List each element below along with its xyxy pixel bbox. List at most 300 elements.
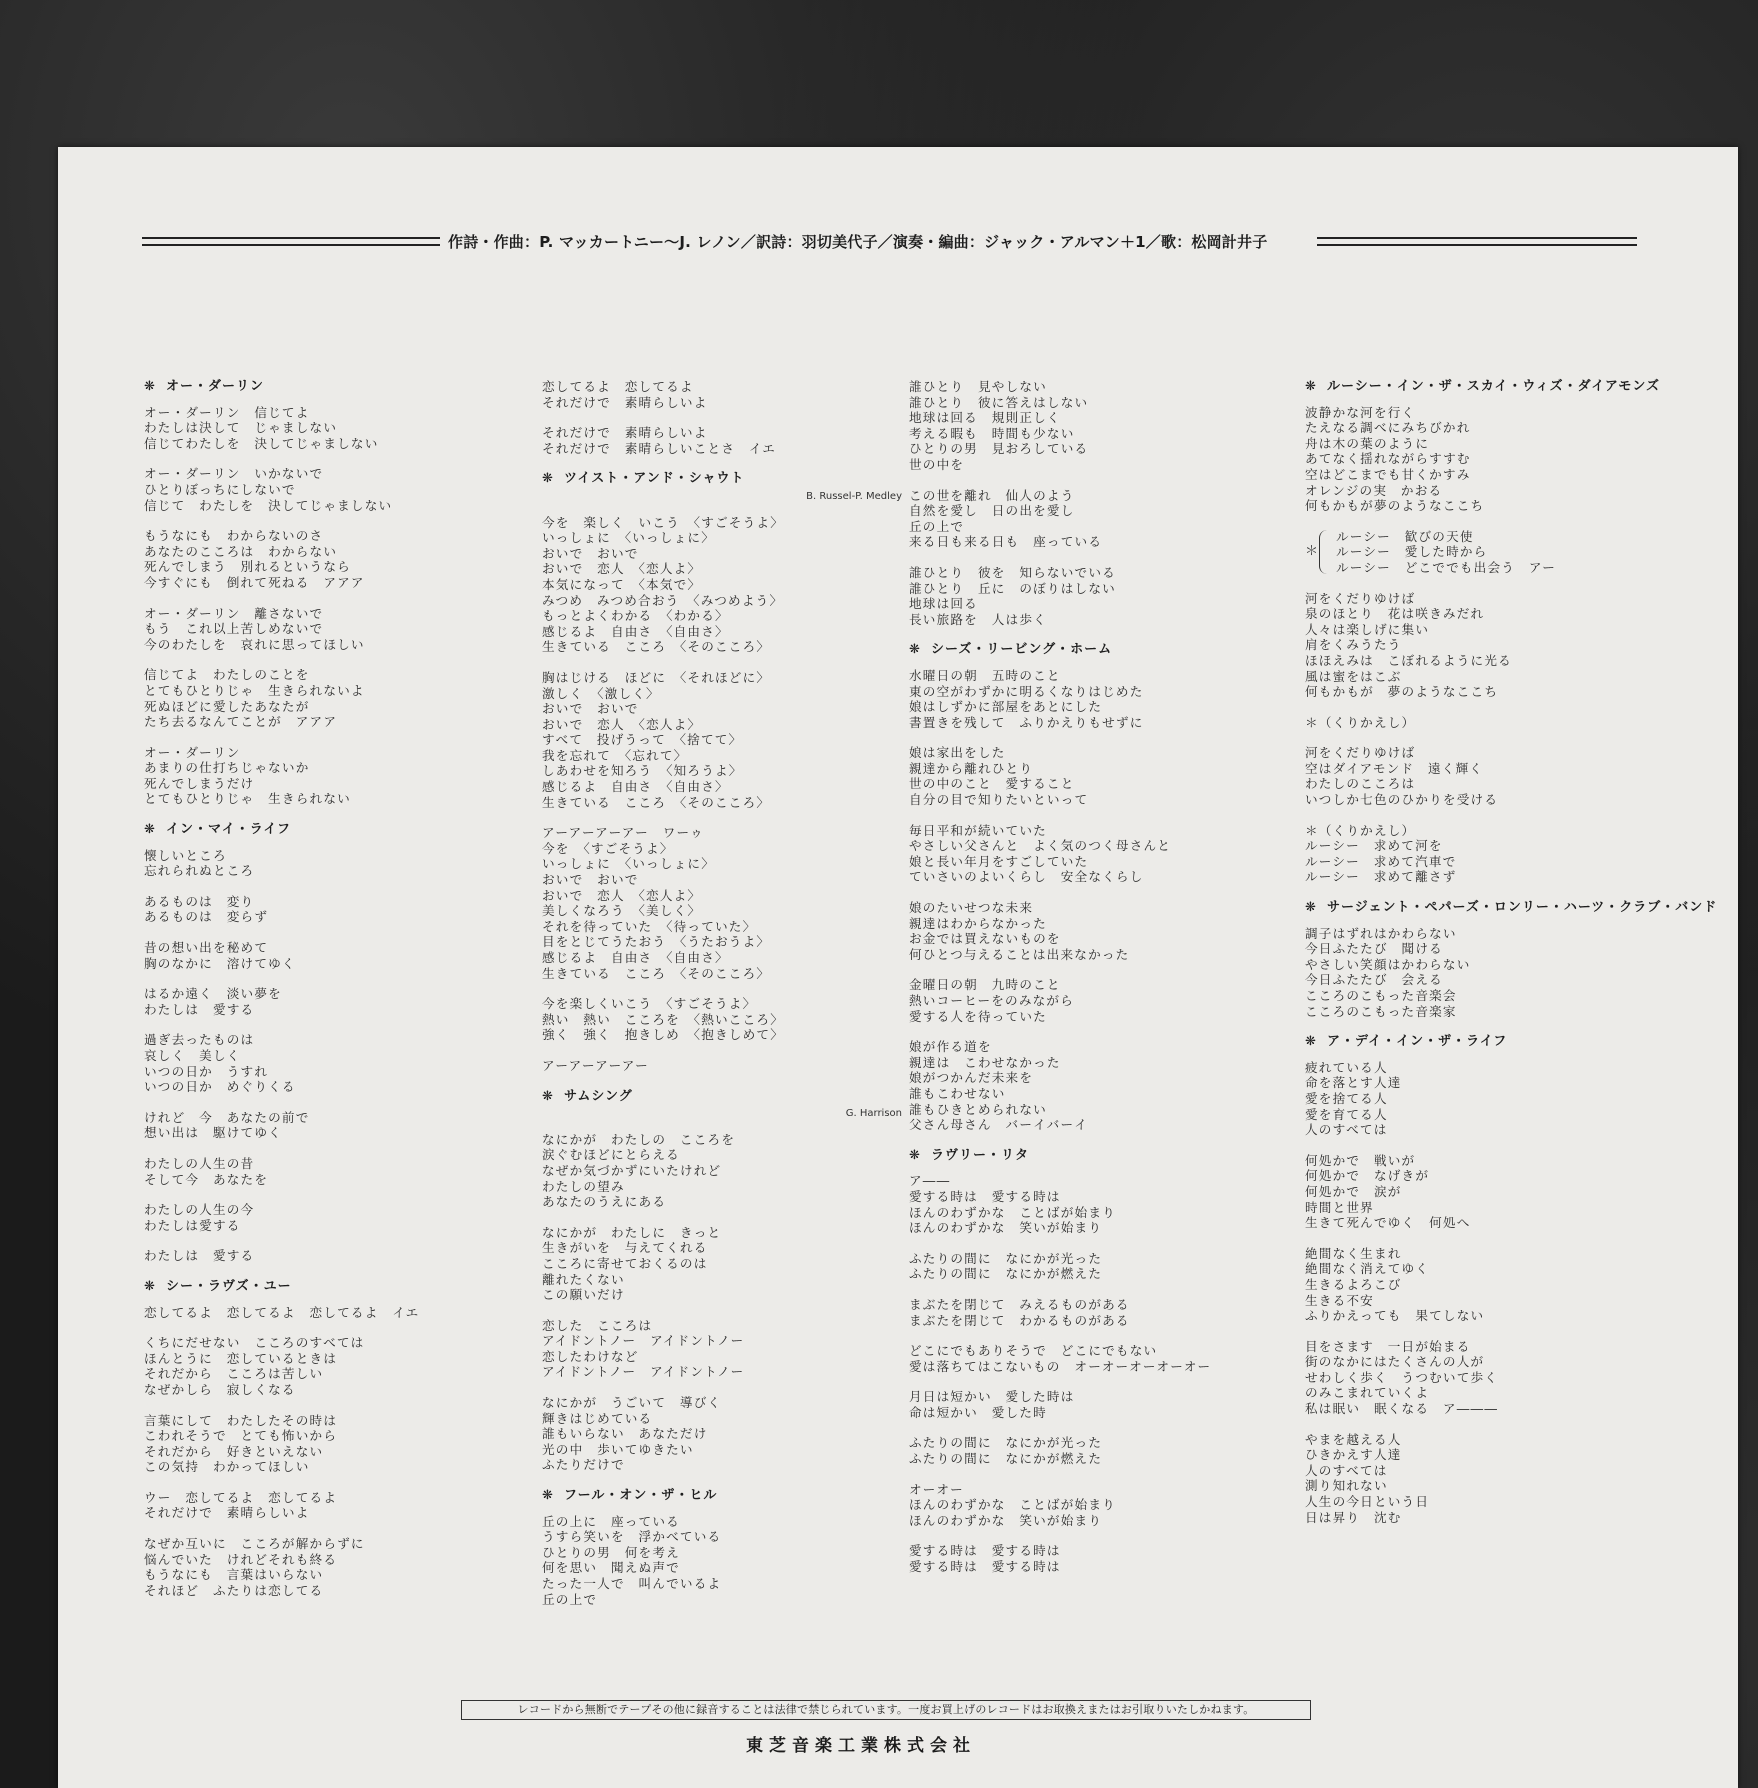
lyric-line: 今日ふたたび 聞ける (1305, 941, 1443, 957)
lyric-line: しあわせを知ろう 〈知ろうよ〉 (542, 763, 743, 779)
lyric-line: 命は短かい 愛した時 (909, 1404, 1047, 1420)
lyric-stanza (1305, 1432, 1675, 1526)
lyric-line: 絶間なく生まれ (1305, 1245, 1402, 1261)
lyric-line: わたしの人生の昔 (144, 1155, 255, 1171)
lyric-stanza (144, 894, 514, 925)
lyric-line: いつの日か うすれ (144, 1063, 269, 1079)
lyric-line: 誰ひとり 見やしない (909, 379, 1047, 394)
lyric-stanza (542, 996, 912, 1043)
lyric-stanza (144, 606, 514, 653)
lyric-line: オー・ダーリン 信じてよ (144, 404, 310, 420)
lyric-line: 何を思い 聞えぬ声で (542, 1560, 680, 1576)
lyric-line: 想い出は 駆けてゆく (144, 1125, 282, 1141)
lyric-line: 愛する時は 愛する時は (909, 1543, 1061, 1559)
song-title (542, 471, 912, 487)
lyric-line: 疲れている人 (1305, 1059, 1388, 1075)
lyric-line: アーアーアーアー ワーゥ (542, 825, 704, 841)
lyric-line: 目をさます 一日が始まる (1305, 1338, 1471, 1354)
lyric-line: ルーシー 愛した時から (1336, 544, 1488, 560)
song-title-text: シー・ラヴズ・ユー (166, 1278, 292, 1294)
lyric-line: 死んでしまうだけ (144, 775, 255, 791)
lyric-line: 誰もひきとめられない (909, 1101, 1047, 1117)
lyric-line: 考える暇も 時間も少ない (909, 425, 1075, 441)
lyric-line: おいで おいで (542, 872, 639, 888)
title-mark-icon: ❋ (1305, 1034, 1317, 1050)
song-block (542, 1488, 912, 1607)
lyric-stanza (1305, 745, 1675, 807)
lyric-line: ふたりの間に なにかが光った (909, 1250, 1103, 1266)
lyric-stanza (909, 1543, 1279, 1574)
lyric-line: 世の中を (909, 456, 965, 472)
lyric-line: 激しく 〈激しく〉 (542, 685, 660, 701)
lyric-line: ほほえみは こぼれるように光る (1305, 652, 1512, 668)
lyric-line: 空はどこまでも甘くかすみ (1305, 466, 1471, 482)
lyric-stanza (909, 565, 1279, 627)
lyric-line: わたしの人生の今 (144, 1202, 255, 1218)
lyric-line: 忘れられぬところ (144, 863, 255, 879)
lyric-line: 熱い 熱い こころを 〈熱いこころ〉 (542, 1011, 784, 1027)
lyric-stanza (542, 1318, 912, 1380)
lyric-stanza (144, 1335, 514, 1397)
lyric-stanza (144, 940, 514, 971)
song-block (909, 1148, 1279, 1575)
song-block (542, 379, 912, 456)
lyric-line: 感じるよ 自由さ 〈自由さ〉 (542, 623, 729, 639)
lyric-stanza (144, 986, 514, 1017)
lyric-line: それだけで 素晴らしいよ (542, 394, 708, 410)
lyric-line: 胸はじける ほどに 〈それほどに〉 (542, 669, 771, 685)
song-block (144, 379, 514, 807)
lyric-line: 娘がつかんだ未来を (909, 1070, 1034, 1086)
lyric-stanza (144, 1202, 514, 1233)
lyric-line: アーアーアーアー (542, 1057, 649, 1073)
lyric-line: なにかが うごいて 導びく (542, 1395, 722, 1411)
lyric-stanza (909, 1343, 1279, 1374)
lyric-line: やさしい父さんと よく気のつく母さんと (909, 838, 1172, 854)
lyric-line: 娘が作る道を (909, 1039, 992, 1055)
lyric-line: 空はダイアモンド 遠く輝く (1305, 760, 1484, 776)
lyric-line: せわしく歩く うつむいて歩く (1305, 1369, 1499, 1385)
lyric-line: あなたのこころは わからない (144, 543, 338, 559)
song-block (144, 1279, 514, 1599)
lyrics-column-4 (1305, 379, 1718, 1540)
lyric-line: 人生の今日という日 (1305, 1494, 1430, 1510)
lyric-line: いっしょに 〈いっしょに〉 (542, 530, 716, 546)
lyric-stanza (144, 1490, 514, 1521)
lyric-line: やまを越える人 (1305, 1431, 1402, 1447)
lyric-line: ルーシー どこででも出会う アー (1336, 559, 1557, 575)
lyric-line: けれど 今 あなたの前で (144, 1109, 310, 1125)
lyric-stanza (909, 1251, 1279, 1282)
lyric-line: ていさいのよいくらし 安全なくらし (909, 869, 1144, 885)
lyric-line: 愛する人を待っていた (909, 1008, 1047, 1024)
lyric-line: なにかが わたしに きっと (542, 1224, 722, 1240)
lyric-line: 恋してるよ 恋してるよ (542, 379, 694, 394)
lyric-stanza (542, 1225, 912, 1303)
lyric-stanza (909, 488, 1279, 550)
lyric-stanza (1305, 926, 1675, 1020)
lyric-stanza (542, 670, 912, 810)
lyric-line: 悩んでいた けれどそれも終る (144, 1551, 338, 1567)
song-block (1305, 1034, 1675, 1525)
lyric-line: 感じるよ 自由さ 〈自由さ〉 (542, 950, 729, 965)
song-title (1305, 379, 1675, 395)
lyric-line: それだけで 素晴らしいことさ イエ (542, 440, 776, 456)
lyric-stanza (1305, 591, 1675, 700)
lyric-line: 何ひとつ与えることは出来なかった (909, 946, 1130, 962)
lyric-stanza (144, 528, 514, 590)
lyric-line: すべて 投げうって 〈捨てて〉 (542, 732, 743, 748)
copyright-notice: レコードから無断でテープその他に録音することは法律で禁じられています。一度お買上げのレコードはお取換えまたはお引取りいたしかねます。 (461, 1700, 1311, 1720)
lyric-stanza (909, 1173, 1279, 1235)
lyric-line: ほんとうに 恋しているときは (144, 1350, 338, 1366)
song-title-text: シーズ・リービング・ホーム (931, 642, 1113, 658)
lyric-line: 光の中 歩いてゆきたい (542, 1441, 694, 1457)
lyric-stanza (909, 823, 1279, 885)
lyric-line: 生きている こころ 〈そのこころ〉 (542, 639, 771, 655)
lyric-line: とてもひとりじゃ 生きられない (144, 791, 351, 807)
song-title-text: サージェント・ペパーズ・ロンリー・ハーツ・クラブ・バンド (1327, 900, 1718, 916)
lyric-line: たち去るなんてことが アアア (144, 714, 338, 730)
lyric-stanza (144, 1110, 514, 1141)
lyric-line: 強く 強く 抱きしめ 〈抱きしめて〉 (542, 1027, 784, 1043)
song-title (1305, 1034, 1675, 1050)
lyric-line: 美しくなろう 〈美しく〉 (542, 903, 702, 919)
lyric-line: ふたりの間に なにかが燃えた (909, 1451, 1103, 1467)
lyric-line: 調子はずれはかわらない (1305, 925, 1457, 941)
lyric-line: オー・ダーリン (144, 744, 241, 760)
lyric-line: 死んでしまう 別れるというなら (144, 559, 351, 575)
lyric-line: 親達はわからなかった (909, 915, 1047, 931)
lyric-line: 何処かで 涙が (1305, 1183, 1402, 1199)
lyric-line: 恋した こころは (542, 1317, 653, 1333)
lyric-line: 誰ひとり 彼を 知らないでいる (909, 564, 1116, 580)
lyric-line: 信じてわたしを 決してじゃましない (144, 435, 379, 451)
chorus-lines (1336, 529, 1556, 576)
title-mark-icon: ❋ (1305, 379, 1317, 394)
credits-header (142, 229, 1637, 255)
lyric-line: 来る日も来る日も 座っている (909, 534, 1103, 550)
lyric-stanza (1305, 1060, 1675, 1138)
credits-line: 作詩・作曲：P. マッカートニー〜J. レノン／訳詩：羽切美代子／演奏・編曲：ジャック・アルマン＋1／歌：松岡計井子 (448, 233, 1268, 251)
lyric-stanza (909, 1435, 1279, 1466)
lyric-line: ＊（くりかえし） (1305, 714, 1416, 730)
lyric-line: あてなく揺れながらすすむ (1305, 451, 1471, 467)
lyric-stanza (144, 1032, 514, 1094)
lyric-line: 今すぐにも 倒れて死ねる アアア (144, 574, 365, 590)
lyric-line: ひとりの男 何を考え (542, 1544, 680, 1560)
lyric-line: 河をくだりゆけば (1305, 745, 1416, 761)
lyric-line: 親達から離れひとり (909, 760, 1034, 776)
lyric-stanza (144, 745, 514, 807)
lyric-line: うすら笑いを 浮かべている (542, 1529, 722, 1545)
lyric-line: 今を 楽しく いこう 〈すごそうよ〉 (542, 514, 784, 530)
lyrics-column-1 (144, 379, 514, 1613)
lyric-line: 長い旅路を 人は歩く (909, 611, 1047, 627)
lyric-line: 言葉にして わたしたその時は (144, 1412, 338, 1428)
lyric-line: 娘のたいせつな未来 (909, 900, 1034, 916)
song-credit: B. Russel-P. Medley (806, 490, 902, 502)
lyric-line: 愛する時は 愛する時は (909, 1188, 1061, 1204)
lyric-line: 絶間なく消えてゆく (1305, 1261, 1430, 1277)
lyric-line: 涙ぐむほどにとらえる (542, 1147, 680, 1163)
title-mark-icon: ❋ (144, 1278, 156, 1294)
lyric-stanza (542, 515, 912, 655)
song-title-text: オー・ダーリン (166, 379, 265, 394)
lyric-line: 生きがいを 与えてくれる (542, 1240, 708, 1256)
lyric-line: お金では買えないものを (909, 931, 1061, 947)
lyric-line: 丘の上で (542, 1591, 598, 1607)
lyric-line: もうなにも 言葉はいらない (144, 1567, 324, 1583)
lyric-stanza (909, 1389, 1279, 1420)
song-title (144, 822, 514, 838)
title-mark-icon: ❋ (542, 1088, 554, 1104)
lyric-line: 愛を捨てる人 (1305, 1090, 1388, 1106)
lyric-line: 金曜日の朝 九時のこと (909, 977, 1061, 993)
song-title-text: イン・マイ・ライフ (166, 822, 291, 838)
lyric-line: おいで 恋人 〈恋人よ〉 (542, 561, 702, 577)
lyric-stanza (144, 1156, 514, 1187)
song-title (144, 379, 514, 395)
lyric-stanza (1305, 1339, 1675, 1417)
song-title-text: ルーシー・イン・ザ・スカイ・ウィズ・ダイアモンズ (1327, 379, 1661, 394)
lyric-line: 愛を育てる人 (1305, 1106, 1388, 1122)
lyric-stanza (909, 1039, 1279, 1133)
lyric-line: 愛する時は 愛する時は (909, 1559, 1061, 1575)
lyric-stanza (1305, 823, 1675, 885)
lyric-line: 輝きはじめている (542, 1410, 653, 1426)
song-title-text: ラヴリー・リタ (931, 1147, 1030, 1163)
lyric-stanza (144, 1536, 514, 1598)
lyric-stanza (542, 1058, 912, 1074)
lyric-stanza (909, 900, 1279, 962)
lyric-line: 誰ひとり 丘に のぼりはしない (909, 580, 1116, 596)
lyric-line: わたしは 愛する (144, 1001, 255, 1017)
lyric-line: それだから 好きといえない (144, 1443, 324, 1459)
lyric-line: もうなにも わからないのさ (144, 528, 324, 544)
lyric-stanza (542, 1132, 912, 1210)
lyric-line: わたしは愛する (144, 1217, 241, 1233)
song-block (542, 471, 912, 1073)
song-title-text: フール・オン・ザ・ヒル (564, 1488, 718, 1504)
lyric-stanza (144, 1305, 514, 1321)
lyric-line: 丘の上で (909, 518, 965, 534)
lyric-line: わたしの望み (542, 1178, 625, 1194)
lyric-line: 哀しく 美しく (144, 1048, 241, 1063)
lyric-line: 娘はしずかに部屋をあとにした (909, 699, 1103, 715)
song-title (909, 1148, 1279, 1164)
song-block (909, 642, 1279, 1132)
lyric-line: 時間と世界 (1305, 1199, 1374, 1215)
lyric-line: 今を 〈すごそうよ〉 (542, 840, 674, 856)
lyric-line: ひきかえす人達 (1305, 1447, 1402, 1463)
lyric-line: なにかが わたしの こころを (542, 1131, 736, 1147)
lyric-line: 今日ふたたび 会える (1305, 972, 1443, 988)
lyric-line: それを待っていた 〈待っていた〉 (542, 918, 757, 934)
lyric-line: それだけで 素晴らしいよ (542, 425, 708, 441)
lyric-line: 丘の上に 座っている (542, 1513, 680, 1529)
lyric-line: 自然を愛し 日の出を愛し (909, 503, 1075, 519)
lyric-line: 親達は こわせなかった (909, 1054, 1061, 1070)
lyric-line: ふたりの間に なにかが燃えた (909, 1266, 1103, 1282)
lyric-line: おいで 恋人 〈恋人よ〉 (542, 887, 702, 903)
title-mark-icon: ❋ (542, 1488, 554, 1504)
song-title-text: サムシング (564, 1088, 633, 1104)
lyric-line: それだから こころは苦しい (144, 1366, 324, 1382)
lyric-line: ひとりの男 見おろしている (909, 441, 1089, 457)
lyric-stanza (144, 667, 514, 729)
lyric-stanza (542, 425, 912, 456)
lyric-line: そして今 あなたを (144, 1171, 269, 1187)
lyric-line: みつめ みつめ合おう 〈みつめよう〉 (542, 592, 784, 608)
lyric-line: 目をとじてうたおう 〈うたおうよ〉 (542, 934, 771, 950)
lyric-line: 死ぬほどに愛したあなたが (144, 698, 310, 714)
lyric-line: アイドントノー アイドントノー (542, 1364, 745, 1380)
lyric-line: 何もかもが 夢のようなここち (1305, 684, 1499, 700)
song-title (542, 1488, 912, 1504)
lyric-line: 昔の想い出を秘めて (144, 940, 269, 956)
lyric-line: 娘は家出をした (909, 745, 1006, 761)
lyric-stanza (909, 745, 1279, 807)
lyric-line: この世を離れ 仙人のよう (909, 487, 1075, 503)
lyric-line: 東の空がわずかに明るくなりはじめた (909, 683, 1144, 699)
lyric-line: 泉のほとり 花は咲きみだれ (1305, 606, 1485, 622)
lyric-line: 書置きを残して ふりかえりもせずに (909, 714, 1144, 730)
lyric-line: この気持 わかってほしい (144, 1459, 310, 1475)
lyrics-column-2 (542, 379, 912, 1622)
lyric-line: 舟は木の葉のように (1305, 435, 1430, 451)
lyric-line: この願いだけ (542, 1287, 625, 1303)
lyric-line: こわれそうで とても怖いから (144, 1428, 338, 1444)
title-mark-icon: ❋ (909, 642, 921, 658)
lyric-line: 地球は回る (909, 596, 978, 612)
lyric-line: オーオー (909, 1481, 964, 1497)
lyric-stanza (1305, 1153, 1675, 1231)
lyric-line: どこにでもありそうで どこにでもない (909, 1343, 1158, 1359)
lyric-line: まぶたを閉じて わかるものがある (909, 1312, 1130, 1328)
song-block (144, 822, 514, 1264)
lyric-line: たった一人で 叫んでいるよ (542, 1576, 722, 1591)
lyric-line: おいで おいで (542, 701, 639, 717)
lyric-line: わたしは決して じゃましない (144, 420, 338, 436)
lyric-line: 誰ひとり 彼に答えはしない (909, 394, 1089, 410)
lyric-line: 私は眠い 眠くなる ア――― (1305, 1401, 1499, 1417)
lyric-line: 今のわたしを 哀れに思ってほしい (144, 636, 365, 652)
lyric-line: ルーシー 求めて離さず (1305, 869, 1457, 885)
lyric-line: たえなる調べにみちびかれ (1305, 420, 1471, 436)
lyric-line: あるものは 変らず (144, 909, 269, 925)
lyric-line: いつの日か めぐりくる (144, 1079, 296, 1095)
lyric-line: 本気になって 〈本気で〉 (542, 576, 702, 592)
lyric-line: 離れたくない (542, 1271, 625, 1287)
lyric-line: 信じてよ わたしのことを (144, 667, 310, 683)
song-title-text: ツイスト・アンド・シャウト (564, 471, 745, 487)
lyric-line: オー・ダーリン 離さないで (144, 605, 324, 621)
lyric-line: 生きる不安 (1305, 1292, 1374, 1308)
header-rule-right (1317, 237, 1637, 246)
song-title (542, 1089, 912, 1105)
title-mark-icon: ❋ (144, 822, 156, 838)
chorus-block (1305, 529, 1675, 576)
lyric-line: ふたりの間に なにかが光った (909, 1435, 1103, 1451)
lyric-line: オレンジの実 かおる (1305, 482, 1443, 498)
lyric-stanza (909, 668, 1279, 730)
lyric-stanza (144, 405, 514, 452)
lyric-line: 自分の目で知りたいといって (909, 792, 1089, 808)
lyric-line: 父さん母さん バーイバーイ (909, 1117, 1089, 1133)
lyric-line: こころに寄せておくるのは (542, 1255, 708, 1271)
lyric-line: 河をくだりゆけば (1305, 590, 1416, 606)
lyric-stanza (542, 1514, 912, 1608)
lyric-line: ＊（くりかえし） (1305, 822, 1416, 838)
title-mark-icon: ❋ (909, 1147, 921, 1163)
lyric-line: なぜかしら 寂しくなる (144, 1381, 296, 1397)
lyric-line: ほんのわずかな ことばが始まり (909, 1204, 1116, 1220)
lyric-line: ルーシー 求めて河を (1305, 838, 1443, 854)
lyric-line: 水曜日の朝 五時のこと (909, 667, 1061, 683)
lyric-line: いつしか七色のひかりを受ける (1305, 792, 1499, 808)
lyric-line: こころのこもった音楽会 (1305, 988, 1457, 1003)
song-block (1305, 900, 1718, 1019)
song-title (144, 1279, 514, 1295)
song-title (1305, 900, 1718, 916)
header-rule-left (142, 237, 440, 246)
song-title (909, 642, 1279, 658)
lyric-line: ルーシー 求めて汽車で (1305, 853, 1457, 869)
lyric-sheet (58, 147, 1738, 1788)
lyric-line: 毎日平和が続いていた (909, 822, 1047, 838)
lyric-line: 愛は落ちてはこないもの オーオーオーオーオー (909, 1358, 1212, 1374)
lyric-line: 日は昇り 沈む (1305, 1509, 1402, 1525)
lyric-line: やさしい笑顔はかわらない (1305, 956, 1471, 972)
lyric-line: それだけで 素晴らしいよ (144, 1505, 310, 1521)
lyric-line: ひとりぼっちにしないで (144, 481, 296, 497)
lyric-line: 測り知れない (1305, 1478, 1388, 1494)
lyric-stanza (542, 1395, 912, 1473)
lyric-line: くちにだせない こころのすべては (144, 1335, 365, 1351)
lyric-line: 娘と長い年月をすごしていた (909, 853, 1089, 869)
lyric-stanza (1305, 1246, 1675, 1324)
title-mark-icon: ❋ (542, 471, 554, 487)
lyric-stanza (144, 1413, 514, 1475)
song-block (909, 379, 1279, 627)
lyric-line: 恋したわけなど (542, 1348, 639, 1364)
title-mark-icon: ❋ (144, 379, 156, 394)
lyric-line: おいで 恋人 〈恋人よ〉 (542, 716, 702, 732)
company-name: 東芝音楽工業株式会社 (746, 1736, 976, 1756)
lyric-line: ふりかえっても 果てしない (1305, 1308, 1485, 1324)
lyric-line: わたしのこころは (1305, 776, 1416, 792)
lyric-line: 熱いコーヒーをのみながら (909, 993, 1075, 1008)
lyric-line: まぶたを閉じて みえるものがある (909, 1296, 1130, 1312)
lyric-line: 今を楽しくいこう 〈すごそうよ〉 (542, 996, 757, 1012)
lyric-line: のみこまれていくよ (1305, 1385, 1430, 1401)
lyric-line: ほんのわずかな 笑いが始まり (909, 1220, 1103, 1236)
lyric-stanza (144, 1248, 514, 1264)
lyric-line: あまりの仕打ちじゃないか (144, 760, 310, 776)
lyric-line: ウー 恋してるよ 恋してるよ (144, 1489, 338, 1505)
lyrics-column-3 (909, 379, 1279, 1590)
title-mark-icon: ❋ (1305, 900, 1317, 916)
lyric-line: 人々は楽しげに集い (1305, 621, 1430, 637)
lyric-line: 生きて死んでゆく 何処へ (1305, 1215, 1471, 1231)
lyric-line: 人のすべては (1305, 1462, 1388, 1478)
lyric-line: わたしは 愛する (144, 1248, 255, 1264)
lyric-line: 人のすべては (1305, 1122, 1388, 1138)
lyric-stanza (542, 379, 912, 410)
lyric-stanza (909, 379, 1279, 473)
song-title-text: ア・デイ・イン・ザ・ライフ (1327, 1034, 1508, 1050)
